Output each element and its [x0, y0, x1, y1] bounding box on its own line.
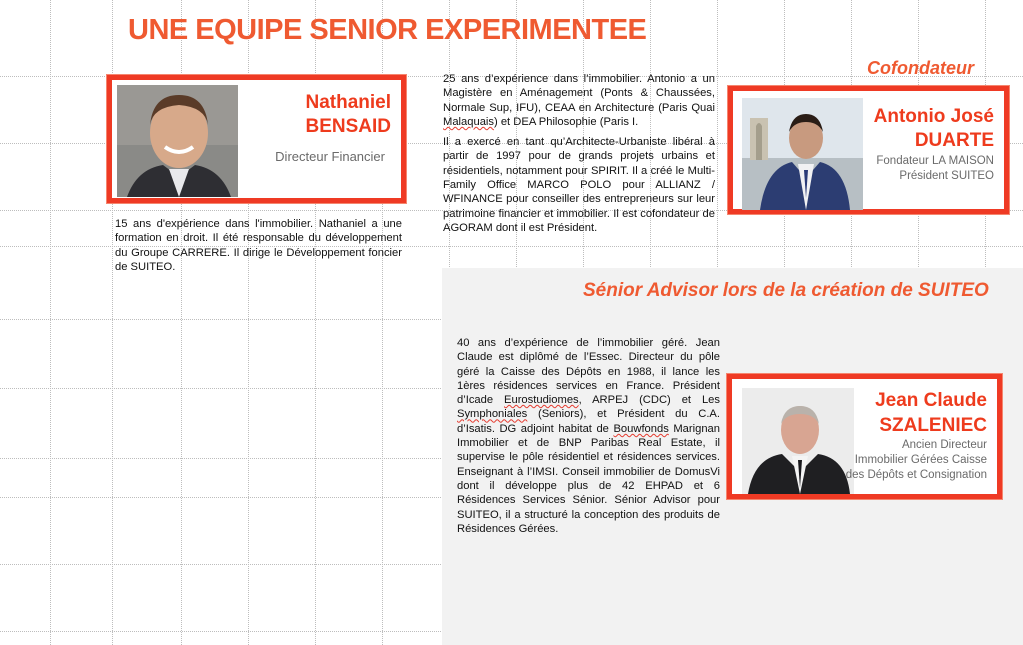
- role-title: Immobilier Gérées Caisse: [854, 454, 987, 466]
- bio-paragraph: [457, 336, 720, 536]
- role-title: Ancien Directeur: [901, 439, 987, 451]
- spell-flag-text: Bouwfonds: [613, 422, 669, 435]
- role-title: Fondateur LA MAISON: [876, 155, 994, 167]
- bio-text: 25 ans d’expérience dans l’immobilier. Antonio a un Magistère en Aménagement (Ponts & Chaussées, Normale Sup, IFU), CEAA en Architecture (Paris Quai: [443, 73, 715, 114]
- bio-jean-claude: [457, 336, 720, 542]
- page-title: UNE EQUIPE SENIOR EXPERIMENTEE: [128, 14, 647, 46]
- bio-text: 40 ans d’expérience de l’immobilier géré. Jean Claude est diplômé de l’Essec. Directeur du pôle géré la Caisse des Dépôts en 1988, il lance les 1ères résidences services en France. Président d’Icade: [457, 337, 720, 407]
- portrait-photo: [742, 388, 854, 494]
- name-first: Jean Claude: [875, 390, 987, 411]
- grid-line: [50, 0, 51, 645]
- profile-card-nathaniel: [107, 75, 406, 203]
- name-last: BENSAID: [305, 116, 391, 137]
- section-label-advisor: Sénior Advisor lors de la création de SUITEO: [583, 280, 989, 301]
- bio-text: (Seniors), et Président du C.A. d’Isatis. DG adjoint habitat de: [457, 408, 720, 435]
- name-first: Antonio José: [873, 106, 994, 127]
- name-last: SZALENIEC: [879, 415, 987, 436]
- bio-text: ) et DEA Philosophie (Paris I.: [494, 115, 639, 128]
- profile-card-antonio: [728, 86, 1009, 214]
- profile-card-jean-claude: [727, 374, 1002, 499]
- role-title: Directeur Financier: [275, 149, 385, 164]
- role-title: des Dépôts et Consignation: [845, 469, 987, 481]
- bio-paragraph: [443, 72, 715, 129]
- section-label-cofondateur: Cofondateur: [867, 58, 974, 78]
- spell-flag-text: Malaquais: [443, 115, 494, 128]
- name-last: DUARTE: [914, 130, 994, 151]
- bio-text: , ARPEJ (CDC) et Les: [578, 394, 720, 407]
- portrait-photo: [117, 85, 238, 197]
- bio-antonio: [443, 72, 715, 241]
- bio-nathaniel: [115, 217, 402, 280]
- spell-flag-text: Symphoniales: [457, 408, 528, 421]
- portrait-photo: [742, 98, 863, 210]
- bio-text: 15 ans d'expérience dans l'immobilier. Nathaniel a une formation en droit. Il été responsable du développement du Groupe CARRERE. Il dirige le Développement foncier de SUITEO.: [115, 218, 402, 273]
- bio-paragraph: Il a exercé en tant qu’Architecte-Urbaniste libéral à partir de 1997 pour de grands projets urbains et résidentiels, notamment pour SPIRIT. Il a créé le Multi-Family Office MARCO POLO pour ALLIANZ / WFINANCE pour conseiller des entrepreneurs sur leur patrimoine financier et immobilier. Il est cofondateur de AGORAM dont il est Président.: [443, 136, 715, 234]
- spell-flag-text: Eurostudiomes: [504, 394, 579, 407]
- role-title: Président SUITEO: [899, 170, 994, 182]
- name-first: Nathaniel: [305, 92, 391, 113]
- bio-text: Marignan Immobilier et de BNP Paribas Real Estate, il supervise le pôle résidentiel et résidences services. Enseignant à l’IMSI. Conseil immobilier de DomusVi dont il développe plus de 42 EHPAD et 6 Résidences Services Sénior. Sénior Advisor pour SUITEO, il a structuré la conception des produits de Résidences Gérées.: [457, 422, 720, 535]
